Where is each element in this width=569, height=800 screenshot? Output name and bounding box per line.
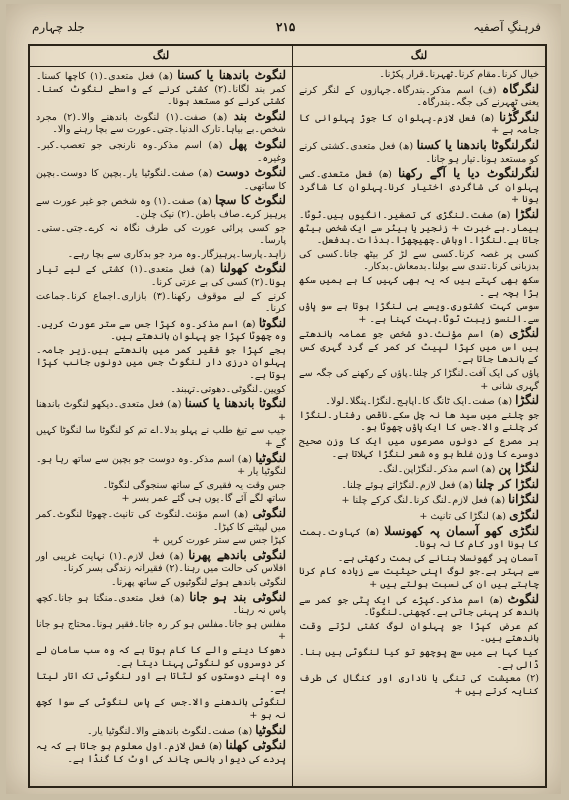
headword: لنگوٹا (258, 315, 286, 330)
entry-definition: (ھ) اسم مؤنث۔دو شخص جو عمامہ باندھتے ہیں اس میں کپڑا لپیٹ کر کمر کے گرد گہری کس کے باندھا جاتا ہے۔ (299, 329, 539, 366)
headword: لنگوٹی باندھے پھرنا (188, 547, 286, 562)
entry-definition: ہر مصرع کے دونوں مصرعوں میں ایک کا وزن صحیح دوسرے کا وزن غلط ہو وہ شعر لنگڑا کہلاتا ہے۔ (299, 436, 539, 460)
dictionary-entry (36, 397, 286, 424)
page-number: ۲۱۵ (276, 20, 296, 34)
headword: لنگڑی (509, 326, 539, 341)
dictionary-entry (36, 724, 286, 739)
entry-definition: سوسی کہت کشتوری۔ویسے ہی لنگڑا ہوتا ہے سو پاؤں سے۔النسو زیبت ٹوٹا۔بہت کہنا ہے۔ + (299, 301, 539, 325)
headword: لنگڑا پن (498, 461, 539, 476)
dictionary-entry (299, 275, 539, 300)
headword: لنگڑی کھو آسمان پہ کھونسلا (384, 523, 539, 538)
dictionary-entry (299, 327, 539, 367)
headword: لنگوٹ کا سچا (215, 193, 286, 208)
entry-definition: سکھ بھی کہتے ہیں کہ یہ بھی کہیں کا ہے ہمیں سکھ بڑا بچہ ہے ۔ (299, 274, 539, 299)
column-left (30, 46, 292, 786)
entry-definition: (ھ) صفت۔ایک ٹانگ کا۔اپاہج۔لنگڑا۔پنگلا۔لولا۔ (325, 396, 513, 408)
entry-definition: دھوکا دینے والے کا کام ہوتا ہے کہ وہ سب سامان لے کر دوسروں کو لنگوٹی پہنا دیتا ہے۔ (36, 644, 286, 669)
headword: لنگڑا (515, 206, 539, 221)
entry-definition: کپڑا جس سے ستر عورت کریں + (152, 535, 286, 547)
dictionary-entry (299, 621, 539, 646)
entry-definition: (ھ) صفت۔لنگوٹیا یار۔بچپن کا دوست۔بچپن کا ساتھی۔ (36, 168, 286, 192)
headword: لنگرلنگوٹا باندھنا یا کسنا (416, 137, 539, 152)
headword: لنگوٹی (252, 506, 286, 520)
dictionary-entry (36, 110, 286, 137)
headword: لنگوٹا باندھنا یا کسنا (184, 396, 286, 411)
dictionary-entry (299, 167, 539, 207)
dictionary-entry (36, 507, 286, 534)
dictionary-entry (299, 673, 539, 698)
entry-definition: (ھ) فعل لازم۔اول معلوم ہو جاتا ہے کہ یہ پردے کی دیوار بانس چاند کی اوٹ کا گنڈا ہے۔ (36, 741, 286, 765)
dictionary-entry (36, 493, 286, 506)
entry-definition: (ھ) صفت۔لنگڑی کی تصغیر۔انگیوں ہیں۔ٹوٹا۔بیمار۔بے خبرت + زنجیر یا بیٹر سے ایک شخص بیٹھ جاتا ہے۔لنگڑا۔اوباش۔چھیچھڑا۔بدذات۔بدفعل۔ (299, 209, 539, 247)
entry-definition: (ھ) اسم مذکر۔وہ دوست جو بچپن سے ساتھ رہا ہو۔لنگوٹیا یار + (36, 453, 286, 478)
entry-definition: (ھ) فعل متعدی۔دیکھو لنگوٹ باندھنا + (36, 399, 286, 423)
headword: لنگوٹ پھل (229, 136, 286, 151)
headword: لنگڑا (515, 393, 539, 408)
entry-definition: جیب سے تیغ طلب نے پہلو بدلا۔اے تم کو لنگوٹا سا لنگوٹا کہیں گے + (36, 425, 286, 450)
running-title: فرہنگِ آصفیہ (473, 20, 541, 34)
dictionary-entry (36, 249, 286, 262)
entry-definition: پاؤں کی ایک آفت۔لنگڑا کر چلنا۔پاؤں کے رکھنے کی جگہ سے گہری شانی + (299, 368, 539, 392)
dictionary-entry (299, 566, 539, 591)
entry-definition: کوپین۔لنگوٹی۔دھوتی۔تہبند۔ (170, 383, 286, 395)
entry-definition: سے بہتر ہے۔جو لوگ اپنی حیثیت سے زیادہ کام کرنا چاہتے ہیں ان کی نسبت بولتے ہیں + (299, 566, 539, 590)
dictionary-entry (299, 69, 539, 82)
dictionary-entry (36, 345, 286, 383)
dictionary-entry (299, 493, 539, 508)
entry-definition: (ھ) اسم مذکر۔کپڑے کی ایک پٹی جو کمر سے باندھ کر پہنی جاتی ہے۔کچھنی۔لنگوٹا۔ (299, 594, 539, 619)
dictionary-entry (299, 208, 539, 248)
dictionary-entry (36, 577, 286, 590)
headword: لنگرلنگوٹ دیا یا آگے رکھنا (398, 166, 539, 181)
entry-definition: (ھ) لنگڑا کی تانیث + (419, 511, 507, 522)
entry-definition: لنگوٹی باندھے ہوئے لنگوٹیوں کے ساتھ پھرنا۔ (110, 576, 286, 588)
entry-definition: لنگوٹی باندھنے والا۔جس کے پاس لنگوٹی کے سوا کچھ نہ ہو + (36, 697, 286, 721)
dictionary-entry (299, 462, 539, 477)
entry-definition: مفلس ہو جانا۔مفلس ہو کر رہ جانا۔فقیر ہونا۔محتاج ہو جانا + (36, 618, 286, 643)
entry-definition: (ھ) اسم مذکر۔لنگڑاپن۔لنگ۔ (377, 464, 496, 476)
entry-definition: جو کسی پرائی عورت کی طرف نگاہ نہ کرے۔جتی۔ستی۔پارسا۔ (36, 222, 286, 247)
entry-definition: (ھ) فعل متعدی۔(۱) کشتی کے لیے تیار ہونا۔(۲) کسی کی بے عزتی کرنا۔ (36, 264, 286, 288)
dictionary-entry (36, 480, 286, 493)
headword: لنگڑا کر چلنا (475, 476, 539, 491)
dictionary-entry (299, 478, 539, 493)
entry-definition: (ھ) فعل متعدی۔کسی پہلوان کی شاگردی اختیار کرنا۔پہلوان کا شاگرد ہونا + (299, 169, 539, 206)
page-header (6, 4, 561, 44)
column-right-entries (293, 67, 545, 698)
column-right (292, 46, 545, 786)
entry-definition: زاہد۔پارسا۔پرہیزگار۔وہ مرد جو بدکاری سے بچا رہے۔ (67, 248, 286, 260)
entry-definition: (۲) معیشت کی تنگی یا ناداری اور کنگال کی طرف کنایہ کرتے ہیں + (299, 673, 539, 697)
entry-definition: ساتھ لگے آئے گا۔یوں ہی گئے عمر بسر + (121, 493, 286, 505)
dictionary-entry (299, 410, 539, 435)
dictionary-entry (299, 509, 539, 524)
headword: لنگڑی (509, 508, 539, 522)
dictionary-entry (299, 301, 539, 326)
dictionary-entry (36, 317, 286, 344)
dictionary-entry (36, 223, 286, 248)
dictionary-entry (36, 619, 286, 644)
headword: لنگوٹیا (255, 450, 286, 465)
dictionary-entry (36, 591, 286, 618)
headword: لنگوٹی بند ہو جانا (189, 589, 286, 604)
entry-definition: وہ اپنے دوستوں کو لٹاتا ہے اور لنگوٹی تک اتار لیتا ہے۔ (36, 671, 286, 695)
entry-definition: (ھ) فعل متعدی۔کشتی کرنے کو مستعد ہونا۔تیار ہو جانا۔ (299, 140, 539, 165)
dictionary-entry (36, 425, 286, 450)
headword: لنگوٹ بند (233, 108, 286, 123)
text-frame (28, 44, 547, 788)
column-left-heading: لنگ (30, 46, 292, 67)
entry-definition: جس وقت یہ فقیری کے ساتھ سنجوگی لنگوٹا۔ (102, 479, 286, 491)
column-left-entries (30, 67, 292, 766)
headword: لنگڑانا (508, 492, 539, 507)
dictionary-entry (299, 249, 539, 274)
entry-definition: بجے کپڑا جو فقیر کمر میں باندھتے ہیں۔زیر جامہ۔پہلوان درزی دار لنگوٹ جس میں دونوں جانب کپڑا ہوتا ہے۔ (36, 344, 286, 382)
entry-definition: (ھ) صفت۔(۱) لنگوٹ باندھنے والا۔(۲) مجرد شخص۔بے بیاہا۔تارک الدنیا۔جتی۔عورت سے بچا رہنے والا۔ (36, 111, 286, 136)
dictionary-entry (36, 69, 286, 109)
entry-definition: (ھ) کہاوت۔ہمت کا ہونا اور کام کا نہ ہونا۔ (299, 526, 539, 551)
headword: لنگوٹ (507, 591, 539, 606)
dictionary-entry (299, 553, 539, 566)
entry-definition: کم عرض کپڑا جو پہلوان لوگ کشتی لڑتے وقت باندھتے ہیں۔ (299, 620, 539, 645)
dictionary-entry (36, 535, 286, 548)
dictionary-entry (299, 83, 539, 110)
dictionary-entry (36, 452, 286, 479)
dictionary-entry (299, 436, 539, 461)
dictionary-entry (299, 111, 539, 138)
entry-definition: آسمان پر گھونسلا بنانے کی ہمت رکھتی ہے۔ (337, 552, 539, 564)
entry-definition: (ھ) صفت۔لنگوٹ باندھنے والا۔لنگوٹیا یار۔ (87, 725, 253, 737)
dictionary-entry (36, 138, 286, 165)
headword: لنگوٹ کھولنا (219, 261, 286, 276)
dictionary-entry (36, 549, 286, 576)
dictionary-entry (36, 739, 286, 766)
headword: لنگوٹی کھلنا (225, 738, 286, 753)
volume-label: جلد چہارم (32, 20, 85, 34)
entry-definition: کیا کہا ہے میں سچ پوچھو تو کیا لنگوٹی ہیں بنا۔ڈالی ہے۔ (299, 646, 539, 671)
dictionary-entry (36, 384, 286, 397)
entry-definition: کرنے کے لیے موقوف رکھنا۔(۳) بازاری۔اجماع کرنا۔جماعت کرنا۔ (36, 290, 286, 315)
entry-definition: (ھ) فعل متعدی۔منگتا ہو جانا۔کچھ پاس نہ رہنا۔ (36, 592, 286, 617)
dictionary-entry (299, 139, 539, 166)
entry-definition: (ھ) اسم مذکر۔وہ کپڑا جس سے ستر عورت کریں۔وہ چھوٹا کپڑا جو پہلوان باندھتے ہیں۔ (36, 318, 286, 343)
dictionary-entry (299, 394, 539, 409)
headword: لنگرگاہ (502, 81, 539, 96)
entry-definition: جو چلنے میں سید ھا نہ چل سکے۔ناقص رفتار۔لنگڑا کر چلنے والا۔جس کا ایک پاؤں چھوٹا ہو۔ (299, 409, 539, 434)
entry-definition: (ف) اسم مذکر۔بندرگاہ۔جہازوں کے لنگر کرنے یعنی ٹھہرنے کی جگہ۔بندرگاہ۔ (299, 84, 539, 109)
entry-definition: خیال کرنا۔مقام کرنا۔ٹھہرنا۔قرار پکڑنا۔ (379, 69, 539, 80)
dictionary-entry (299, 593, 539, 620)
entry-definition: (ھ) فعل لازم۔(۱) نہایت غریبی اور افلاس کی حالت میں رہنا۔(۲) فقیرانہ زندگی بسر کرنا۔ (36, 550, 286, 575)
dictionary-entry (299, 525, 539, 552)
entry-definition: (ھ) اسم مذکر۔وہ نارنجی جو تعصب۔کبر۔وغیرہ۔ (36, 139, 286, 164)
dictionary-entry (36, 291, 286, 316)
dictionary-entry (36, 166, 286, 193)
entry-definition: (ھ) فعل لازم۔لنگ کرنا۔لنگ کرکے چلنا + (341, 495, 506, 507)
dictionary-entry (36, 645, 286, 670)
dictionary-entry (299, 368, 539, 393)
column-right-heading: لنگ (293, 46, 545, 67)
entry-definition: (ھ) صفت۔(۱) وہ شخص جو غیر عورت سے پرہیز کرے۔صاف باطن۔(۲) نیک چلن۔ (36, 196, 286, 220)
dictionary-entry (36, 194, 286, 221)
headword: لنگرگُڑنا (499, 109, 539, 124)
dictionary-entry (36, 697, 286, 722)
dictionary-entry (36, 671, 286, 696)
entry-definition: (ھ) فعل متعدی۔(۱) کاچھا کسنا۔کمر بند لگانا۔(۲) کشتی کرنے کے واسطے لنگوٹ کسنا۔کشتی کرنے کو مستعد ہونا۔ (36, 71, 286, 108)
dictionary-entry (36, 262, 286, 289)
entry-definition: (ھ) فعل لازم۔لنگڑاتے ہوئے چلنا۔ (341, 479, 473, 491)
scanned-page (6, 4, 561, 794)
headword: لنگوٹیا (255, 722, 286, 737)
entry-definition: (ھ) فعل لازم۔پہلوان کا جوڑ پہلوانی کا جامہ ہے + (299, 112, 539, 137)
entry-definition: (ھ) اسم مؤنث۔لنگوٹ کی تانیث۔چھوٹا لنگوٹ۔کمر میں لپیٹنے کا کپڑا۔ (36, 509, 286, 533)
entry-definition: کسی پر غصہ کرنا۔کسی سے لڑ کر بیٹھ جانا۔کسی کی بدزبانی کرنا۔تندی سے بولنا۔بدمعاش۔بدکار۔ (299, 248, 539, 273)
headword: لنگوٹ باندھنا یا کسنا (177, 68, 286, 82)
dictionary-entry (299, 647, 539, 672)
headword: لنگوٹ دوست (216, 165, 286, 180)
